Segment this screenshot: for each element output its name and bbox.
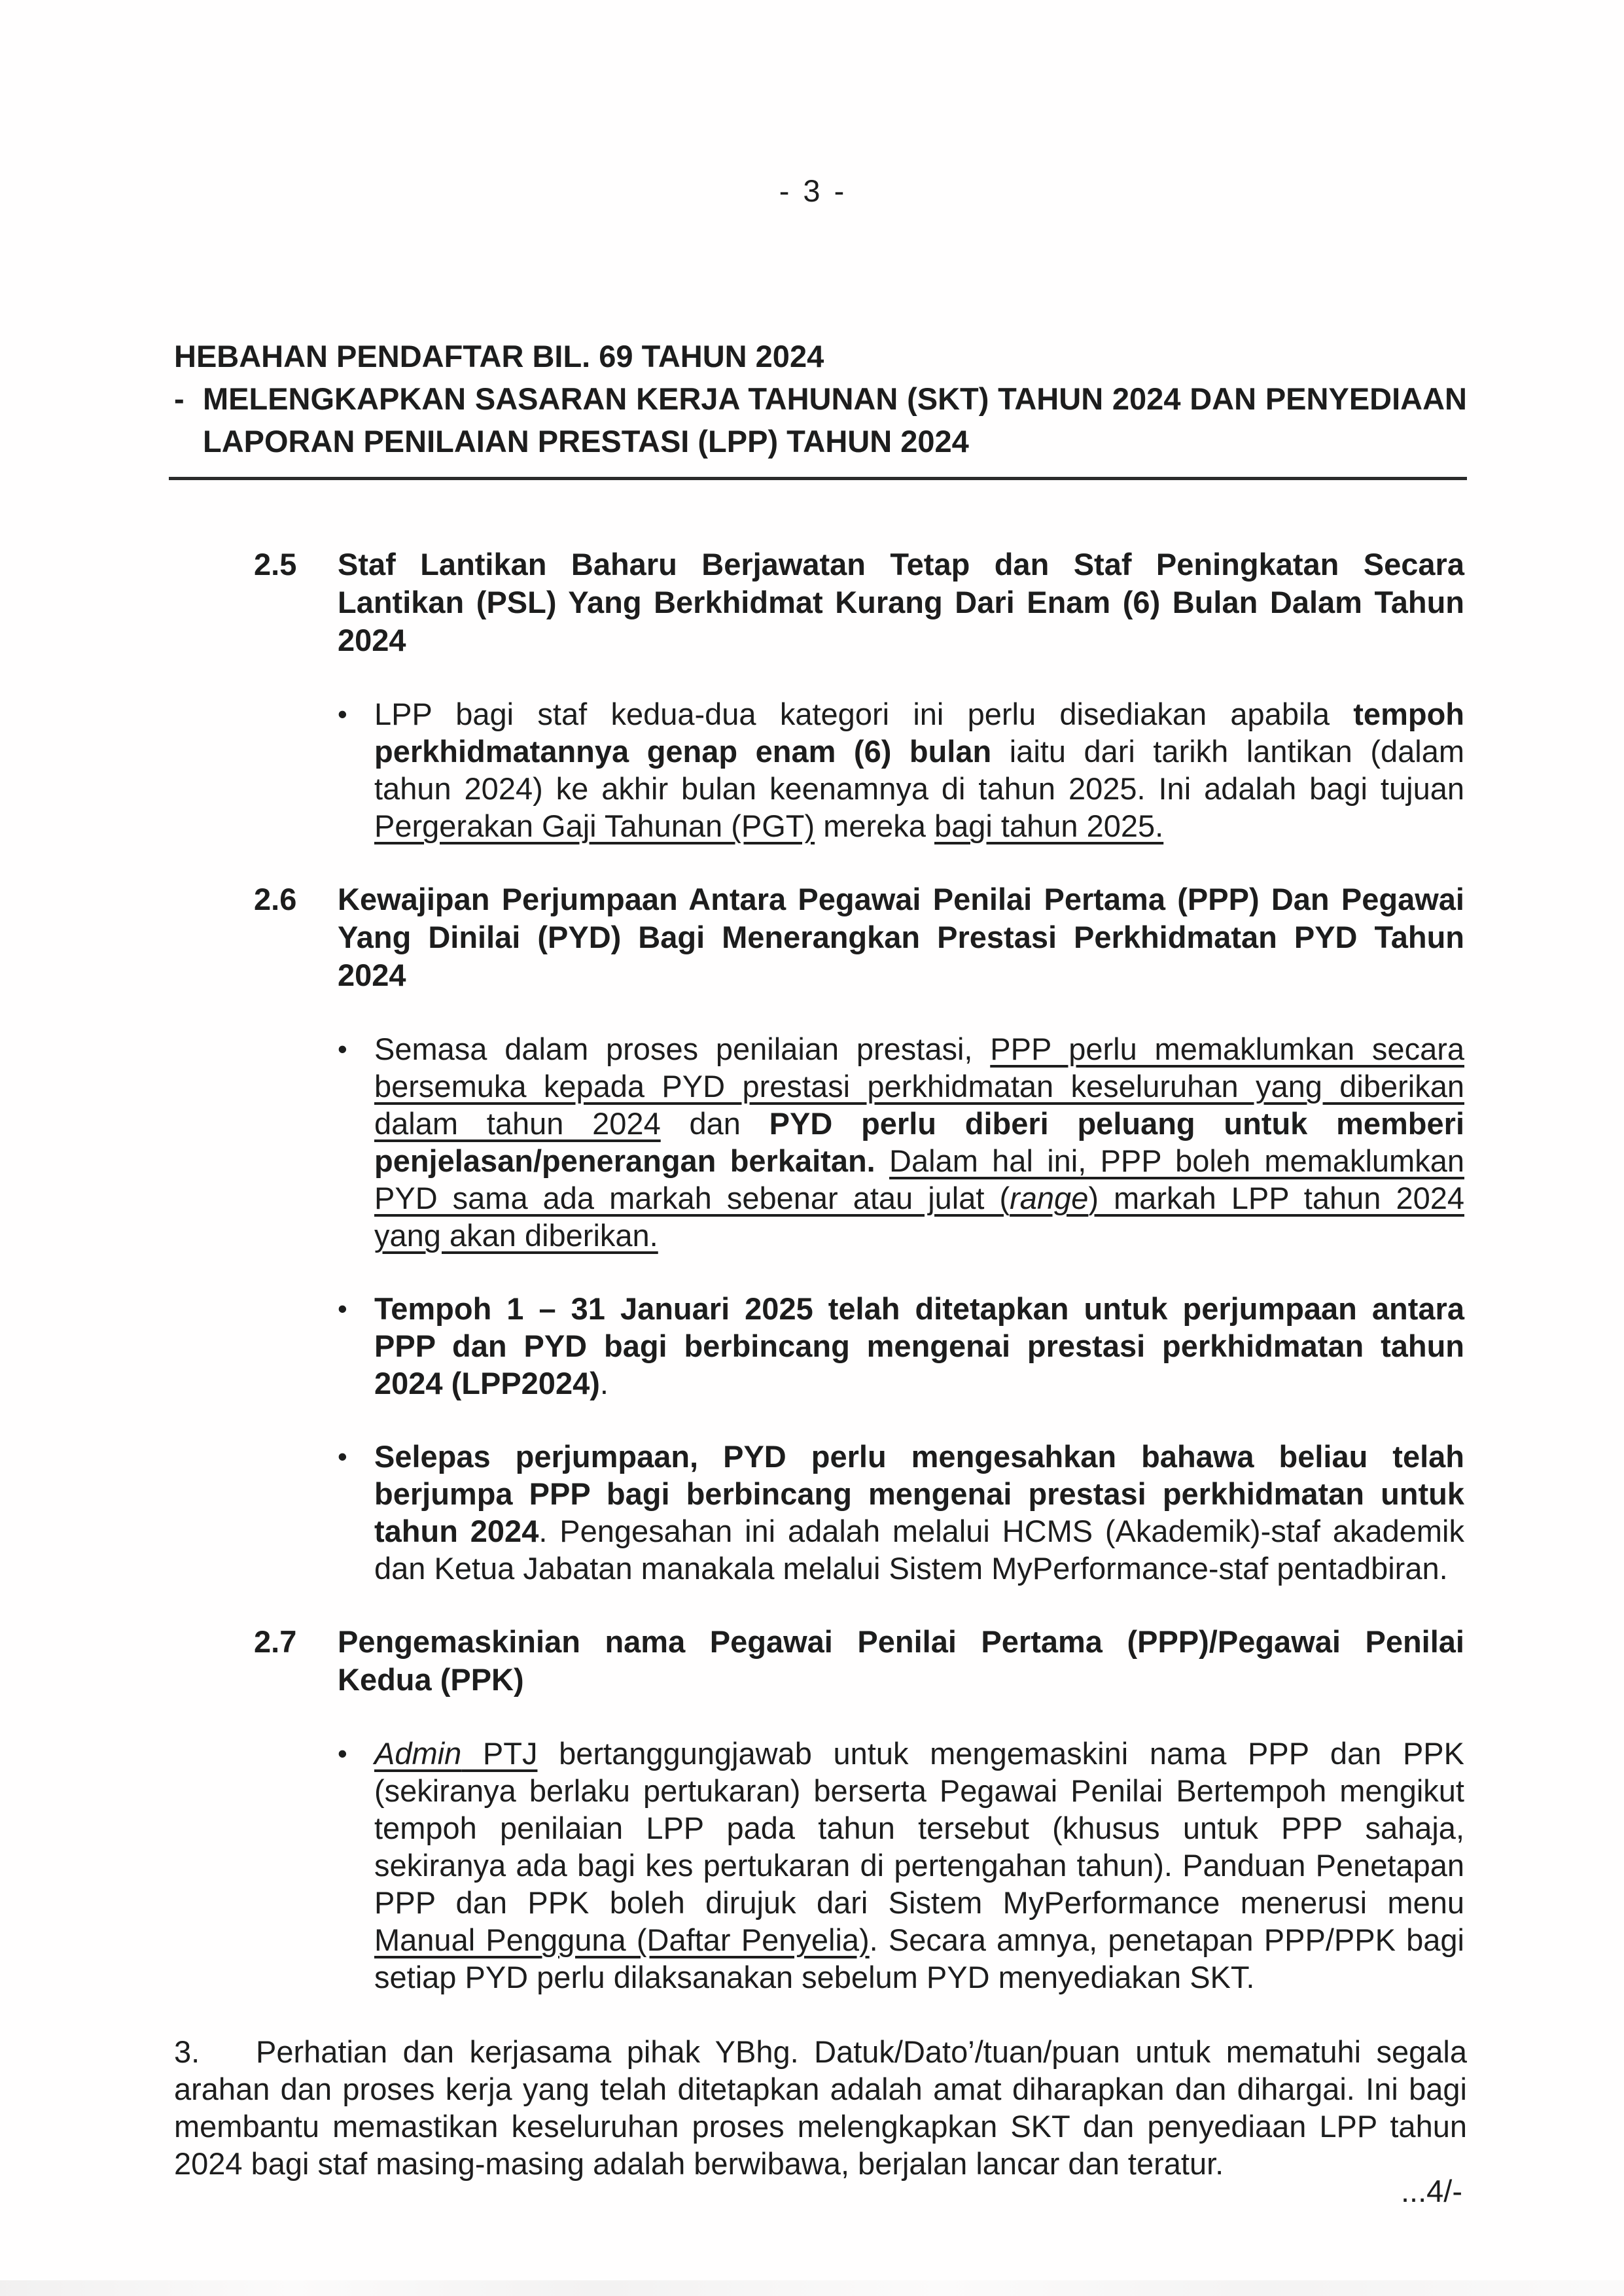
bullet-icon: • [338,699,347,729]
text-segment-bold: PYD perlu diberi peluang untuk memberi penjelasan/penerangan berkaitan. [374,1106,1464,1178]
text-segment: bertanggungjawab untuk mengemaskini nama PPP dan PPK (sekiranya berlaku pertukaran) berserta Pegawai Penilai Bertempoh mengikut tempoh penilaian LPP pada tahun tersebut (khusus untuk PPP sahaja, sekiranya ada bagi kes pertukaran di pertengahan tahun). Panduan Penetapan PPP dan PPK boleh dirujuk dari Sistem MyPerformance menerusi menu [374,1736,1464,1920]
section-content [338,1623,1464,1996]
header-reference: HEBAHAN PENDAFTAR BIL. 69 TAHUN 2024 [174,339,824,374]
text-segment-underline: Manual Pengguna (Daftar Penyelia) [374,1922,870,1957]
closing-paragraph [174,2033,1467,2182]
bullet-text [374,695,1464,844]
text-segment-underline: PPP perlu memaklumkan secara bersemuka kepada PYD prestasi perkhidmatan keseluruhan yang diberikan dalam tahun 2024 [374,1032,1464,1141]
section-2-6 [254,880,1464,1587]
text-segment-bold: tempoh perkhidmatannya genap enam (6) bulan [374,697,1464,769]
text-segment-underline: Dalam hal ini, PPP boleh memaklumkan PYD sama ada markah sebenar atau julat ( [374,1143,1464,1215]
text-segment [875,1143,889,1178]
section-number: 2.6 [254,882,297,916]
closing-text: Perhatian dan kerjasama pihak YBhg. Datuk/Dato’/tuan/puan untuk mematuhi segala arahan dan proses kerja yang telah ditetapkan adalah amat diharapkan dan dihargai. Ini bagi membantu memastikan keseluruhan proses melengkapkan SKT dan penyediaan LPP tahun 2024 bagi staf masing-masing adalah berwibawa, berjalan lancar dan teratur. [174,2034,1467,2181]
text-segment-underline-italic: range [1010,1181,1089,1215]
section-2-5 [254,546,1464,844]
bullet-icon: • [338,1738,347,1769]
header-subject-text: MELENGKAPKAN SASARAN KERJA TAHUNAN (SKT) TAHUN 2024 DAN PENYEDIAAN LAPORAN PENILAIAN PRESTASI (LPP) TAHUN 2024 [203,381,1467,459]
section-title: Pengemaskinian nama Pegawai Penilai Pertama (PPP)/Pegawai Penilai Kedua (PPK) [338,1624,1464,1697]
section-2-7 [254,1623,1464,1996]
bullet-icon: • [338,1441,347,1472]
text-segment-bold: Selepas perjumpaan, PYD perlu mengesahkan bahawa beliau telah berjumpa PPP bagi berbincang mengenai prestasi perkhidmatan untuk tahun 2024 [374,1439,1464,1548]
bullet-text [374,1438,1464,1587]
text-segment-underline: ) markah LPP tahun 2024 yang akan diberikan. [374,1181,1464,1253]
page-number: - 3 - [779,173,845,208]
scan-artifact-strip [0,2280,1624,2296]
header-divider-rule [169,477,1467,480]
bullet-text [374,1735,1464,1996]
text-segment: . Secara amnya, penetapan PPP/PPK bagi setiap PYD perlu dilaksanakan sebelum PYD menyediakan SKT. [374,1922,1464,1994]
bullet-item [338,695,1464,844]
bullet-item [338,1290,1464,1402]
text-segment: dan [660,1106,769,1141]
text-segment-underline: PTJ [461,1736,538,1771]
paragraph-number: 3. [174,2034,200,2069]
section-content [338,546,1464,844]
bullet-text [374,1290,1464,1402]
document-header [174,335,1467,462]
header-dash: - [174,381,185,416]
text-segment-underline-italic: Admin [374,1736,462,1771]
text-segment: . Pengesahan ini adalah melalui HCMS (Akademik)-staf akademik dan Ketua Jabatan manakala melalui Sistem MyPerformance-staf pentadbiran. [374,1514,1464,1586]
bullet-icon: • [338,1034,347,1064]
text-segment-bold: Tempoh 1 – 31 Januari 2025 telah ditetapkan untuk perjumpaan antara PPP dan PYD bagi berbincang mengenai prestasi perkhidmatan tahun 2024 (LPP2024) [374,1291,1464,1400]
text-segment: . [599,1366,609,1400]
bullet-text [374,1030,1464,1254]
text-segment-underline: Pergerakan Gaji Tahunan (PGT) [374,809,815,843]
section-number: 2.7 [254,1624,297,1659]
text-segment: LPP bagi staf kedua-dua kategori ini perlu disediakan apabila [374,697,1354,731]
text-segment-underline: bagi tahun 2025. [934,809,1164,843]
bullet-item [338,1735,1464,1996]
section-number: 2.5 [254,547,297,582]
text-segment: Semasa dalam proses penilaian prestasi, [374,1032,991,1066]
header-subject [174,377,1467,462]
bullet-item [338,1438,1464,1587]
bullet-item [338,1030,1464,1254]
section-title: Staf Lantikan Baharu Berjawatan Tetap dan Staf Peningkatan Secara Lantikan (PSL) Yang Berkhidmat Kurang Dari Enam (6) Bulan Dalam Tahun 2024 [338,547,1464,657]
continuation-marker: ...4/- [1400,2174,1462,2208]
section-title: Kewajipan Perjumpaan Antara Pegawai Penilai Pertama (PPP) Dan Pegawai Yang Dinilai (PYD) Bagi Menerangkan Prestasi Perkhidmatan PYD Tahun 2024 [338,882,1464,992]
text-segment: iaitu dari tarikh lantikan (dalam tahun 2024) ke akhir bulan keenamnya di tahun 2025. Ini adalah bagi tujuan [374,734,1465,806]
text-segment: mereka [815,809,934,843]
section-content [338,880,1464,1587]
bullet-icon: • [338,1293,347,1324]
